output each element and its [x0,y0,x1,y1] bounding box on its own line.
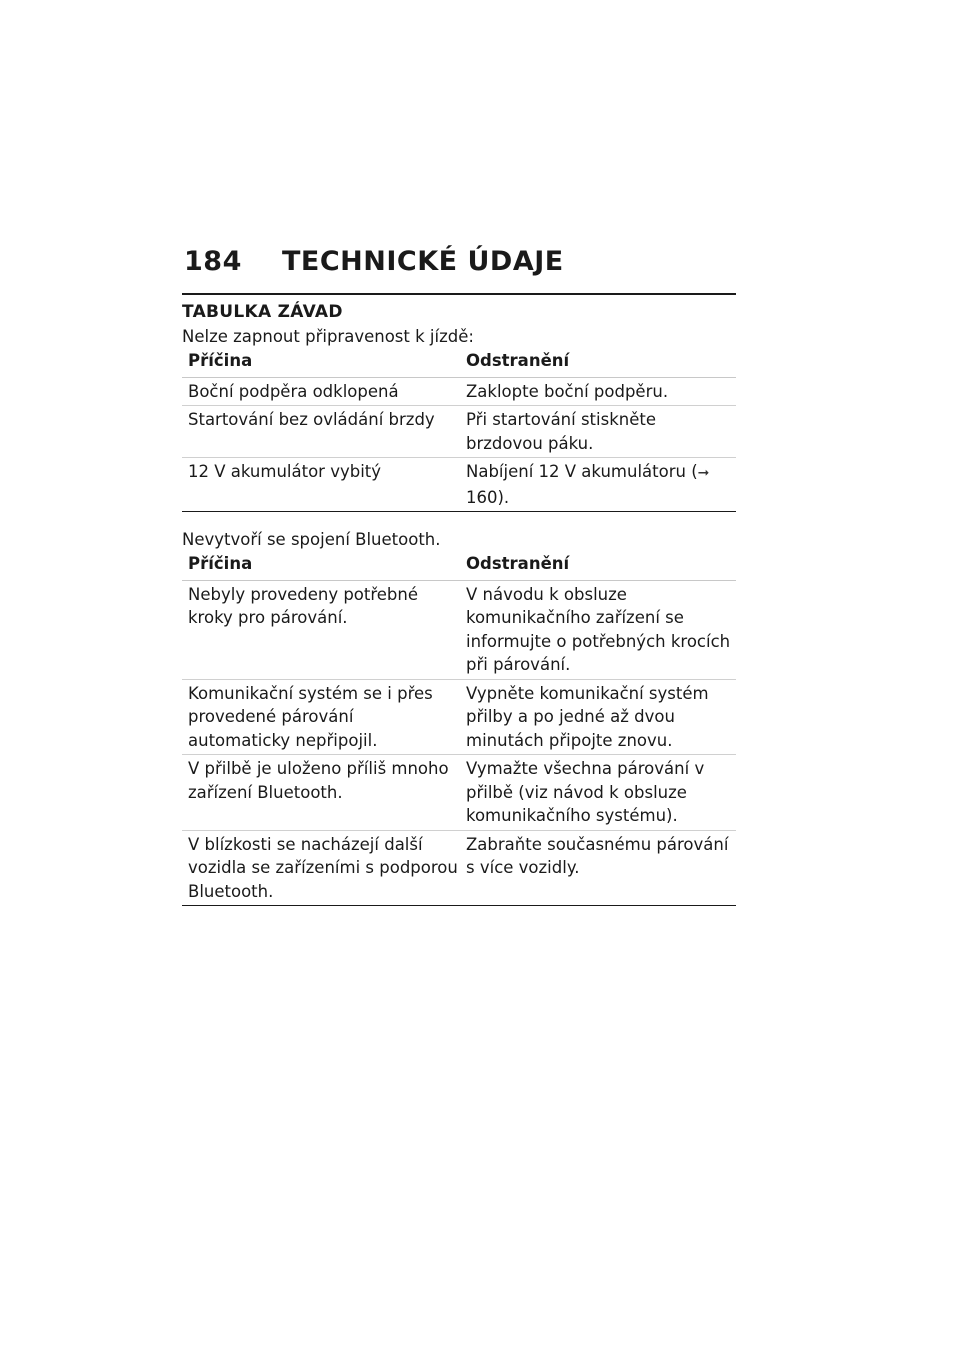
cause-cell: Nebyly provedeny potřebné kroky pro párování. [182,580,460,679]
cause-cell: Boční podpěra odklopená [182,377,460,406]
fix-cell: Při startování stiskněte brzdovou páku. [460,406,736,458]
fix-cell [460,458,736,512]
table-header-row [182,349,736,377]
table2-intro: Nevytvoří se spojení Bluetooth. [182,530,441,549]
fix-text-end: ). [497,487,510,507]
table-row [182,406,736,458]
fix-cell: Vypněte komunikační systém přilby a po jedné až dvou minutách připojte znovu. [460,679,736,755]
fix-cell: Zaklopte boční podpěru. [460,377,736,406]
column-header-fix: Odstranění [460,552,736,580]
troubleshooting-section [182,293,736,906]
table-row [182,458,736,512]
cause-cell: Startování bez ovládání brzdy [182,406,460,458]
chapter-title: TECHNICKÉ ÚDAJE [282,246,564,277]
table-bluetooth [182,552,736,906]
section-title: TABULKA ZÁVAD [182,302,343,322]
cause-cell: 12 V akumulátor vybitý [182,458,460,512]
table1-intro: Nelze zapnout připravenost k jízdě: [182,327,474,346]
table-row [182,830,736,906]
cause-cell: Komunikační systém se i přes provedené párování automaticky nepřipojil. [182,679,460,755]
page-reference-link[interactable]: 160 [466,487,498,507]
cause-cell: V přilbě je uloženo příliš mnoho zařízení Bluetooth. [182,755,460,831]
cause-cell: V blízkosti se nacházejí další vozidla se zařízeními s podporou Bluetooth. [182,830,460,906]
column-header-fix: Odstranění [460,349,736,377]
table-row [182,580,736,679]
fix-cell: Zabraňte současnému párování s více vozidly. [460,830,736,906]
fix-cell: Vymažte všechna párování v přilbě (viz návod k obsluze komunikačního systému). [460,755,736,831]
fix-cell: V návodu k obsluze komunikačního zařízení se informujte o potřebných krocích při párování. [460,580,736,679]
page-header [184,246,736,277]
page-number: 184 [184,246,242,277]
arrow-right-icon: ➞ [697,465,710,481]
column-header-cause: Příčina [182,552,460,580]
table-row [182,377,736,406]
table-header-row [182,552,736,580]
column-header-cause: Příčina [182,349,460,377]
table-row [182,755,736,831]
fix-text: Nabíjení 12 V akumulátoru ( [466,462,698,481]
table-row [182,679,736,755]
table-ready-to-ride [182,349,736,512]
